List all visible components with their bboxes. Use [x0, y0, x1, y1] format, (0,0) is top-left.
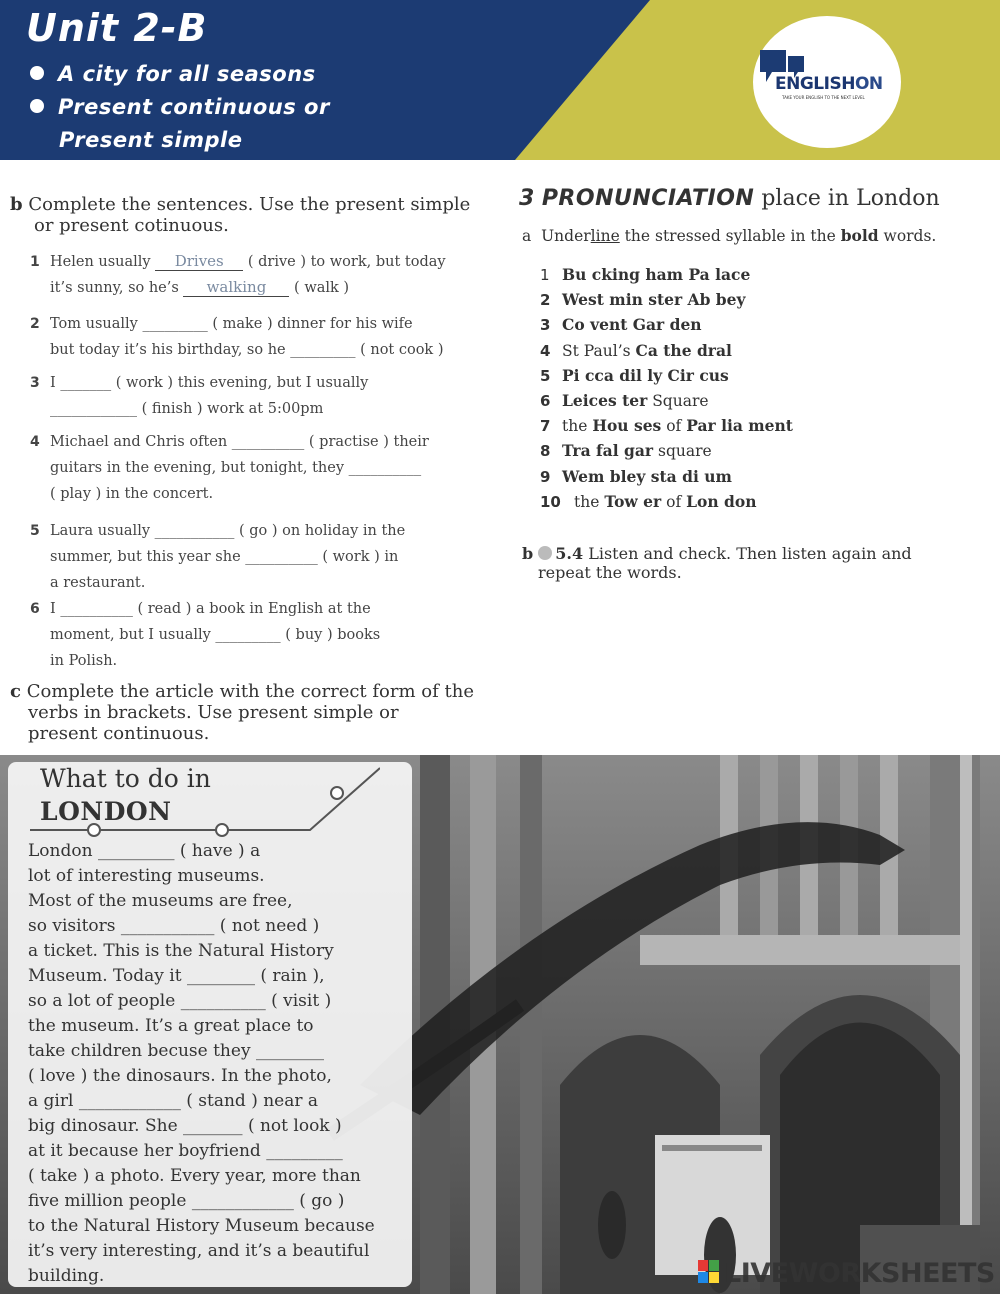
list-item: 6 Leices ter Square: [540, 390, 709, 410]
pronunciation-instruction-b: b 5.4 Listen and check. Then listen again and repeat the words.: [522, 544, 912, 582]
article-line: so a lot of people __________ ( visit ): [28, 991, 332, 1011]
article-line: the museum. It’s a great place to: [28, 1016, 314, 1036]
list-item: 3 Co vent Gar den: [540, 315, 702, 335]
article-line: so visitors ___________ ( not need ): [28, 916, 320, 936]
list-item: 7 the Hou ses of Par lia ment: [540, 416, 793, 436]
answer-field-1a[interactable]: Drives: [155, 252, 243, 271]
article-line: ( love ) the dinosaurs. In the photo,: [28, 1066, 332, 1086]
answer-field-1b[interactable]: walking: [183, 278, 289, 297]
exercise-item-1: 1 Helen usually Drives ( drive ) to work, but today it’s sunny, so he’s walking ( walk ): [30, 252, 446, 296]
exercise-item-4: 4 Michael and Chris often __________ ( practise ) their guitars in the evening, but tonight, they __________ ( play ) in the concert.: [30, 434, 429, 502]
liveworksheets-logo-icon: [698, 1260, 720, 1284]
stress-word[interactable]: Pi cca dil ly Cir cus: [562, 365, 729, 385]
article-line: take children becuse they ________: [28, 1041, 324, 1061]
article-title-line-2: LONDON: [40, 797, 172, 826]
stress-word[interactable]: Lon don: [686, 491, 757, 511]
list-item: 1 Bu cking ham Pa lace: [540, 265, 751, 284]
audio-speaker-icon[interactable]: [538, 546, 552, 560]
article-line: ( take ) a photo. Every year, more than: [28, 1166, 361, 1186]
stress-word[interactable]: Wem bley sta di um: [562, 466, 732, 486]
article-line: five million people ____________ ( go ): [28, 1191, 345, 1211]
unit-header: [0, 0, 1000, 160]
section-c-instruction: c Complete the article with the correct form of the verbs in brackets. Use present simple or present continuous.: [10, 681, 474, 744]
bullet-dot-icon: [30, 99, 44, 113]
topic-bullet-2: Present continuous or: [30, 95, 330, 119]
article-line: to the Natural History Museum because: [28, 1216, 375, 1236]
list-item: 9 Wem bley sta di um: [540, 466, 732, 486]
article-line: at it because her boyfriend _________: [28, 1141, 343, 1161]
liveworksheets-watermark: LIVEWORKSHEETS: [724, 1258, 995, 1289]
article-line: big dinosaur. She _______ ( not look ): [28, 1116, 342, 1136]
pronunciation-instruction-a: a Underline the stressed syllable in the bold words.: [522, 226, 937, 245]
topic-bullet-1: A city for all seasons: [30, 62, 316, 86]
exercise-item-5: 5 Laura usually ___________ ( go ) on holiday in the summer, but this year she __________ ( work ) in a restaurant.: [30, 523, 406, 591]
topic-bullet-2-continued: Present simple: [59, 128, 243, 152]
article-line: it’s very interesting, and it’s a beautiful: [28, 1241, 370, 1261]
article-line: London _________ ( have ) a: [28, 841, 261, 861]
place-name-list: [540, 262, 793, 514]
article-line: a ticket. This is the Natural History: [28, 941, 334, 961]
stress-word[interactable]: Leices ter: [562, 390, 648, 410]
stress-word[interactable]: West min ster Ab bey: [562, 290, 746, 310]
list-item: 10 the Tow er of Lon don: [540, 491, 757, 511]
list-item: 2 West min ster Ab bey: [540, 290, 746, 310]
stress-word[interactable]: Par lia ment: [686, 416, 793, 436]
stress-word[interactable]: Co vent Gar den: [562, 315, 702, 335]
unit-title: Unit 2-B: [26, 6, 208, 50]
article-line: a girl ____________ ( stand ) near a: [28, 1091, 319, 1111]
stress-word[interactable]: Hou ses: [592, 416, 662, 436]
list-item: 8 Tra fal gar square: [540, 441, 712, 461]
article-line: lot of interesting museums.: [28, 866, 265, 886]
article-title-line-1: What to do in: [40, 764, 211, 793]
logo: ENGLISHON: [775, 74, 883, 94]
stress-word[interactable]: Tra fal gar: [562, 441, 654, 461]
section-b-instruction: b Complete the sentences. Use the present simple or present cotinuous.: [10, 194, 471, 236]
stress-word[interactable]: Tow er: [604, 491, 662, 511]
article-line: building.: [28, 1266, 105, 1286]
pronunciation-heading: 3 PRONUNCIATION place in London: [519, 186, 940, 211]
exercise-item-6: 6 I __________ ( read ) a book in English at the moment, but I usually _________ ( buy ) books in Polish.: [30, 601, 381, 669]
bullet-dot-icon: [30, 66, 44, 80]
exercise-item-2: 2 Tom usually _________ ( make ) dinner for his wife but today it’s his birthday, so he _________ ( not cook ): [30, 316, 444, 358]
list-item: 4 St Paul’s Ca the dral: [540, 340, 732, 360]
stress-word[interactable]: Ca the dral: [635, 340, 732, 360]
list-item: 5 Pi cca dil ly Cir cus: [540, 365, 729, 385]
stress-word[interactable]: Bu cking ham Pa lace: [562, 265, 751, 284]
article-line: Museum. Today it ________ ( rain ),: [28, 966, 325, 986]
article-line: Most of the museums are free,: [28, 891, 293, 911]
exercise-item-3: 3 I _______ ( work ) this evening, but I usually ____________ ( finish ) work at 5:00pm: [30, 375, 369, 417]
logo-tagline: TAKE YOUR ENGLISH TO THE NEXT LEVEL: [782, 95, 865, 100]
